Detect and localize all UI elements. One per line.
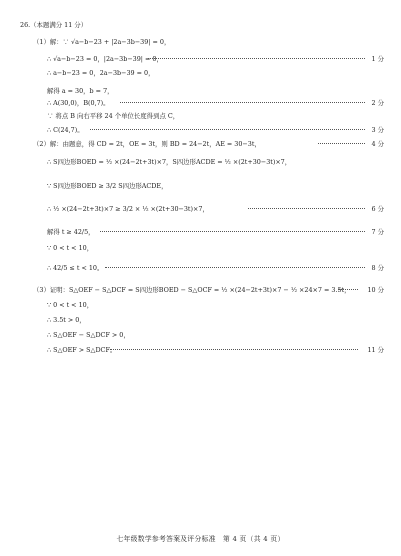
solution-line-text: 解得 a = 30，b = 7， — [47, 87, 114, 95]
solution-line-text: （1）解：∵ √a−b−23 + |2a−3b−39| = 0， — [33, 38, 171, 46]
solution-line — [0, 109, 401, 123]
score-mark: 6 分 — [371, 205, 384, 213]
solution-line — [0, 179, 401, 193]
solution-line — [0, 328, 401, 342]
solution-line — [0, 225, 401, 239]
solution-line — [0, 241, 401, 255]
problem-header: 26.（本题满分 11 分） — [20, 21, 88, 29]
solution-line-text: ∴ S△OEF > S△DCF。 — [47, 346, 117, 354]
solution-line-text: ∴ ½ ×(24−2t+3t)×7 ≥ 3/2 × ½ ×(2t+30−3t)×7， — [47, 205, 209, 213]
score-mark: 1 分 — [371, 55, 384, 63]
dot-leader — [100, 231, 365, 232]
solution-line — [0, 202, 401, 216]
score-mark: 10 分 — [367, 286, 384, 294]
dot-leader — [148, 58, 365, 59]
solution-line-text: ∴ a−b−23 = 0，2a−3b−39 = 0， — [47, 69, 155, 77]
score-mark: 7 分 — [371, 228, 384, 236]
solution-line — [0, 123, 401, 137]
solution-line-text: ∵ 0 < t < 10， — [47, 244, 94, 252]
solution-line — [0, 261, 401, 275]
solution-line — [0, 35, 401, 49]
dot-leader — [110, 349, 358, 350]
score-mark: 2 分 — [371, 99, 384, 107]
score-mark: 8 分 — [371, 264, 384, 272]
score-mark: 4 分 — [371, 140, 384, 148]
solution-line — [0, 298, 401, 312]
solution-line-text: （2）解：由题意，得 CD = 2t，OE = 3t，则 BD = 24−2t，AE = 30−3t， — [33, 140, 261, 148]
solution-line-text: ∵ S四边形BOED ≥ 3/2 S四边形ACDE， — [47, 182, 168, 190]
solution-line — [0, 52, 401, 66]
solution-line — [0, 155, 401, 169]
dot-leader — [90, 129, 365, 130]
solution-line-text: ∴ S△OEF − S△DCF > 0， — [47, 331, 130, 339]
solution-line-text: 解得 t ≥ 42/5， — [47, 228, 95, 236]
solution-line — [0, 313, 401, 327]
score-mark: 3 分 — [371, 126, 384, 134]
solution-line — [0, 343, 401, 357]
score-mark: 11 分 — [367, 346, 384, 354]
solution-line — [0, 96, 401, 110]
solution-line-text: ∴ 3.5t > 0， — [47, 316, 86, 324]
solution-line — [0, 283, 401, 297]
page-footer: 七年级数学参考答案及评分标准 第 4 页（共 4 页） — [116, 535, 285, 543]
solution-line-text: ∵ 将点 B 向右平移 24 个单位长度得到点 C， — [47, 112, 180, 120]
solution-line — [0, 137, 401, 151]
solution-line-text: ∵ 0 < t < 10， — [47, 301, 94, 309]
dot-leader — [120, 102, 365, 103]
solution-line-text: （3）证明：S△OEF − S△DCF = S四边形BOED − S△OCF = ½ ×(24−2t+3t)×7 − ½ ×24×7 = 3.5t， — [33, 286, 351, 294]
solution-line — [0, 66, 401, 80]
dot-leader — [318, 143, 365, 144]
solution-line-text: ∴ C(24,7)。 — [47, 126, 84, 134]
solution-line-text: ∴ √a−b−23 = 0，|2a−3b−39| = 0， — [47, 55, 163, 63]
dot-leader — [105, 267, 365, 268]
dot-leader — [248, 208, 365, 209]
dot-leader — [338, 289, 358, 290]
solution-line-text: ∴ S四边形BOED = ½ ×(24−2t+3t)×7，S四边形ACDE = ½ ×(2t+30−3t)×7， — [47, 158, 292, 166]
solution-line-text: ∴ A(30,0)，B(0,7)。 — [47, 99, 110, 107]
solution-line-text: ∴ 42/5 ≤ t < 10。 — [47, 264, 104, 272]
